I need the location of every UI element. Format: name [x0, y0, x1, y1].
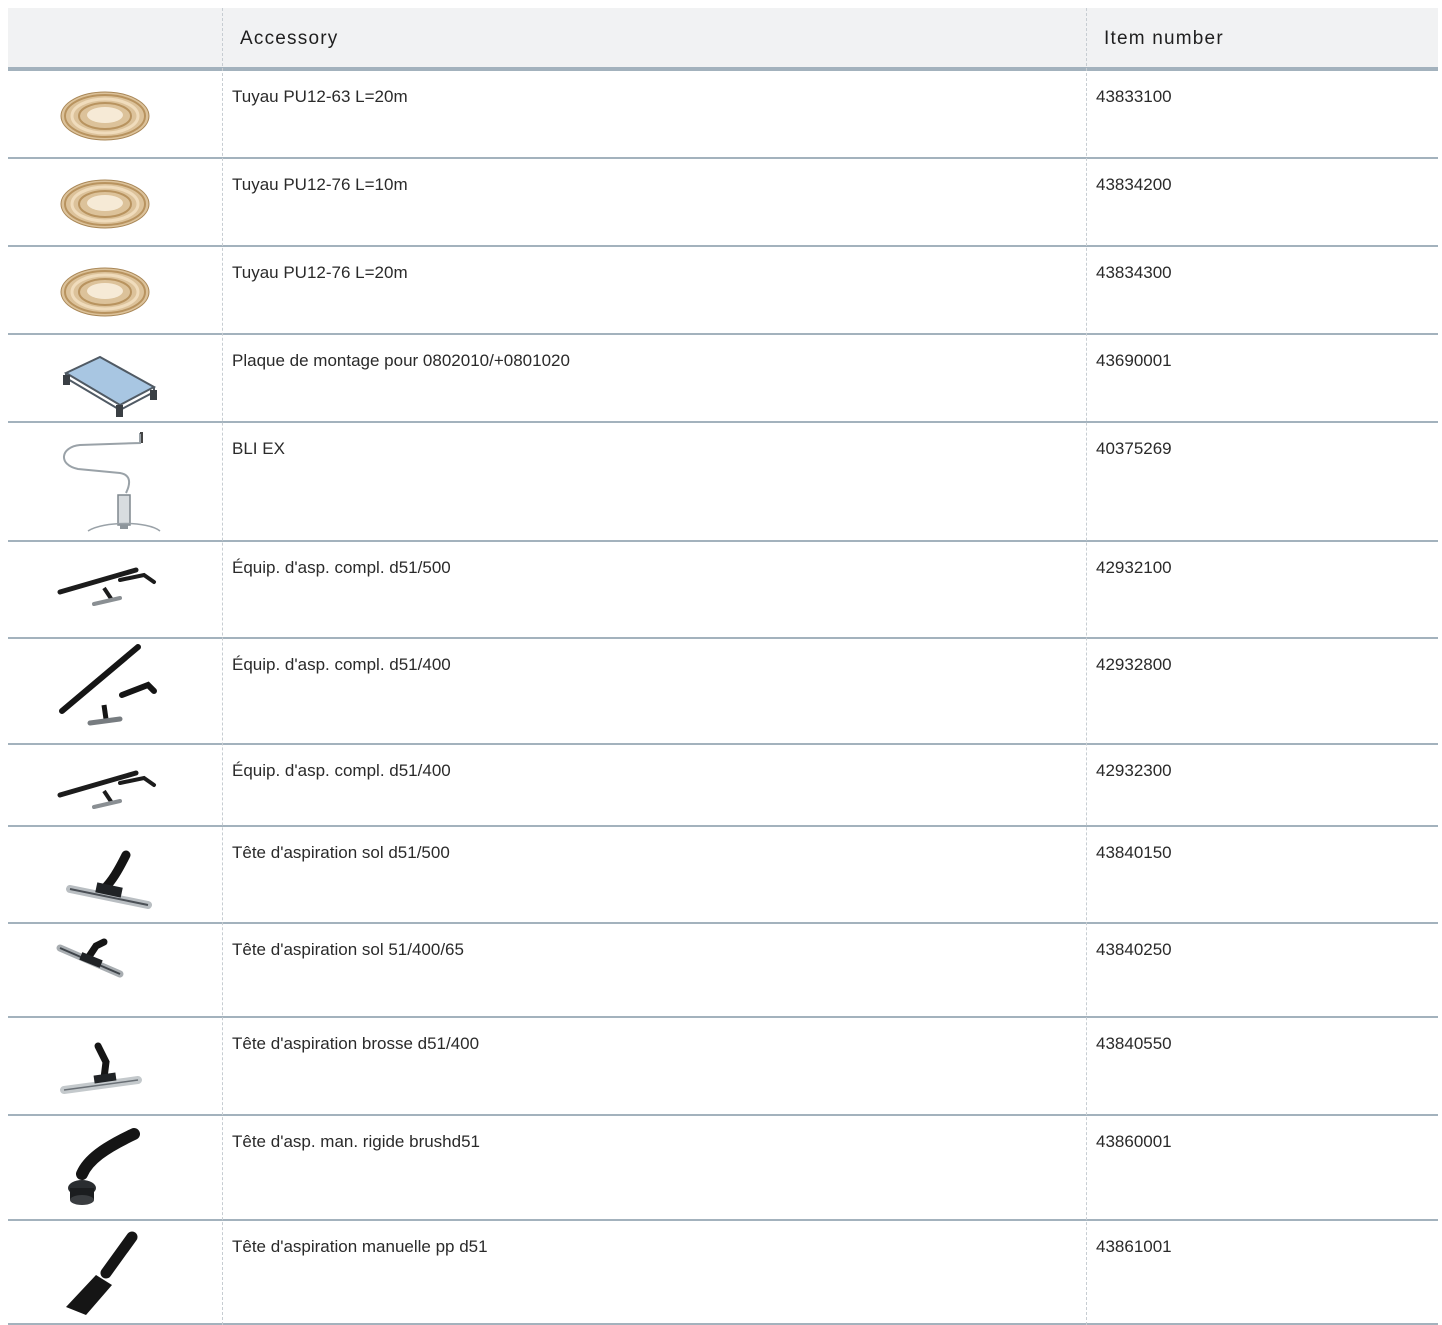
item-number: 43840250 — [1096, 940, 1172, 959]
accessory-name: Tête d'aspiration sol d51/500 — [232, 843, 450, 862]
suction-kit-icon — [8, 745, 222, 825]
item-number: 42932100 — [1096, 558, 1172, 577]
suction-kit-icon — [8, 542, 222, 637]
hand-nozzle-icon — [8, 1221, 222, 1323]
suction-kit-large-icon — [8, 639, 222, 743]
hose-coil-icon — [8, 247, 222, 333]
accessory-column-header: Accessory — [240, 28, 339, 49]
item-number: 43860001 — [1096, 1132, 1172, 1151]
accessory-name: Équip. d'asp. compl. d51/500 — [232, 558, 451, 577]
item-number: 43834200 — [1096, 175, 1172, 194]
item-number: 43840150 — [1096, 843, 1172, 862]
brush-nozzle-icon — [8, 1018, 222, 1114]
item-number: 43833100 — [1096, 87, 1172, 106]
accessory-name: Tuyau PU12-63 L=20m — [232, 87, 408, 106]
accessory-name: Plaque de montage pour 0802010/+0801020 — [232, 351, 570, 370]
item-number: 43840550 — [1096, 1034, 1172, 1053]
accessory-name: Tuyau PU12-76 L=10m — [232, 175, 408, 194]
floor-nozzle-icon — [8, 827, 222, 922]
item-number: 40375269 — [1096, 439, 1172, 458]
mounting-plate-icon — [8, 335, 222, 421]
bli-ex-drawing-icon — [8, 423, 222, 540]
accessory-name: Tête d'aspiration sol 51/400/65 — [232, 940, 464, 959]
accessory-name: Équip. d'asp. compl. d51/400 — [232, 761, 451, 780]
item-number: 42932300 — [1096, 761, 1172, 780]
accessory-name: BLI EX — [232, 439, 285, 458]
accessory-table — [8, 8, 1438, 1325]
item-number: 42932800 — [1096, 655, 1172, 674]
hand-brush-nozzle-icon — [8, 1116, 222, 1219]
column-divider — [1086, 8, 1087, 1325]
accessory-name: Tête d'asp. man. rigide brushd51 — [232, 1132, 481, 1151]
floor-nozzle-small-icon — [8, 924, 222, 1016]
item-number-column-header: Item number — [1104, 28, 1224, 49]
accessory-name: Tête d'aspiration manuelle pp d51 — [232, 1237, 488, 1256]
hose-coil-icon — [8, 71, 222, 157]
hose-coil-icon — [8, 159, 222, 245]
item-number: 43690001 — [1096, 351, 1172, 370]
accessory-name: Tuyau PU12-76 L=20m — [232, 263, 408, 282]
accessory-name: Tête d'aspiration brosse d51/400 — [232, 1034, 480, 1053]
item-number: 43834300 — [1096, 263, 1172, 282]
item-number: 43861001 — [1096, 1237, 1172, 1256]
accessory-name: Équip. d'asp. compl. d51/400 — [232, 655, 451, 674]
column-divider — [222, 8, 223, 1325]
